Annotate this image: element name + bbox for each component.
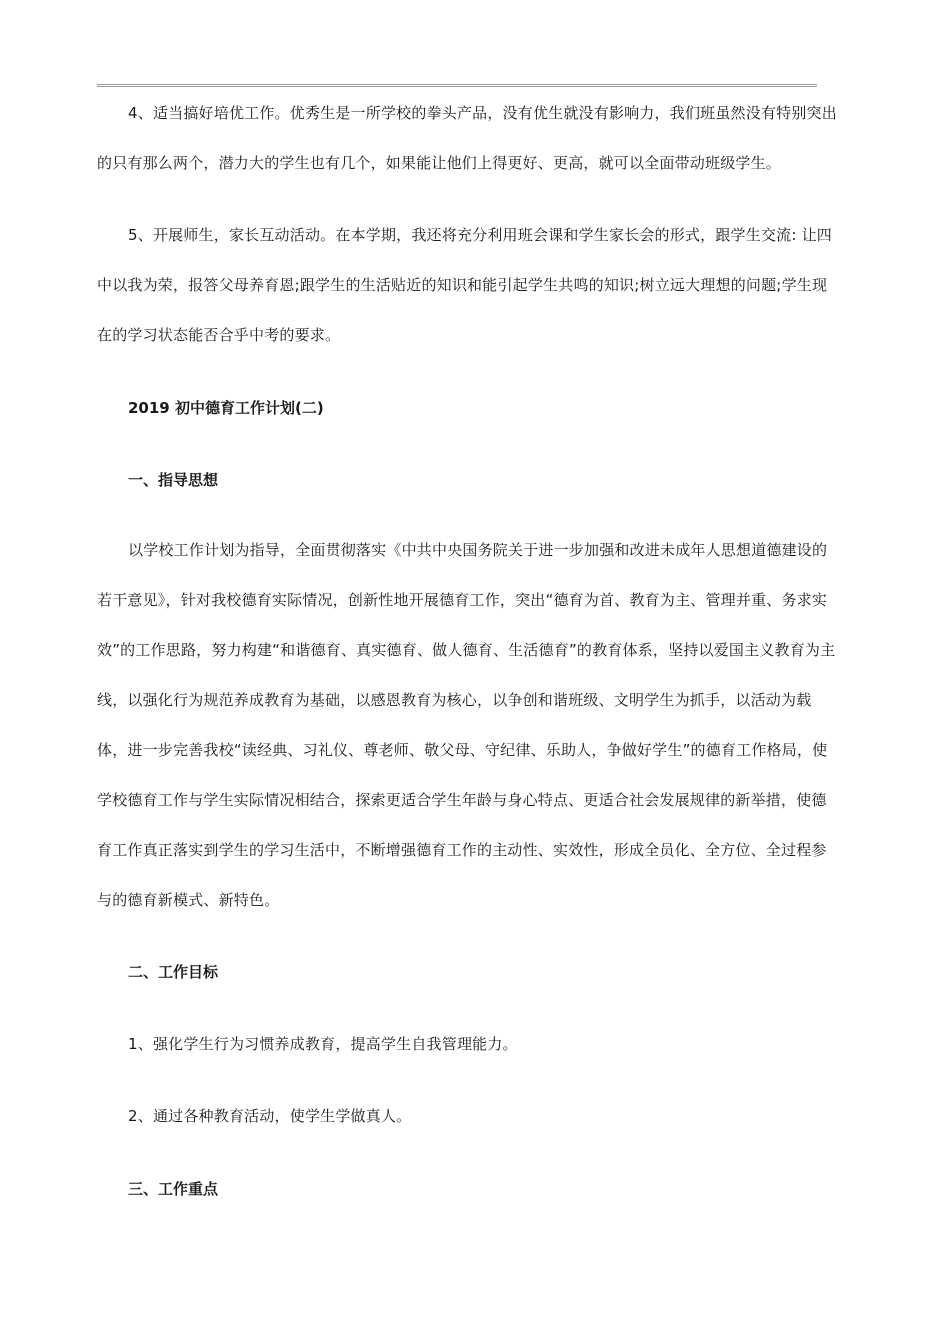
heading-guiding-thought: 一、指导思想 <box>128 471 219 489</box>
paragraph-item-5: 5、开展师生，家长互动活动。在本学期，我还将充分利用班会课和学生家长会的形式，跟学生交流: 让四中以我为荣，报答父母养育恩;跟学生的生活贴近的知识和能引起学生共鸣的知识;树立远大理想的问题;学生现在的学习状态能否合乎中考的要求。 <box>97 226 832 344</box>
header-rule <box>97 84 817 87</box>
paragraph-item-4: 4、适当搞好培优工作。优秀生是一所学校的拳头产品，没有优生就没有影响力，我们班虽然没有特别突出的只有那么两个，潜力大的学生也有几个，如果能让他们上得更好、更高，就可以全面带动班级学生。 <box>97 104 837 172</box>
section-title: 2019 初中德育工作计划(二) <box>128 399 324 417</box>
paragraph-guiding-thought: 以学校工作计划为指导，全面贯彻落实《中共中央国务院关于进一步加强和改进未成年人思想道德建设的若干意见》，针对我校德育实际情况，创新性地开展德育工作，突出“德育为首、教育为主、管理并重、务求实效”的工作思路，努力构建“和谐德育、真实德育、做人德育、生活德育”的教育体系，坚持以爱国主义教育为主线，以强化行为规范养成教育为基础，以感恩教育为核心，以争创和谐班级、文明学生为抓手，以活动为载体，进一步完善我校“读经典、习礼仪、尊老师、敬父母、守纪律、乐助人，争做好学生”的德育工作格局，使学校德育工作与学生实际情况相结合，探索更适合学生年龄与身心特点、更适合社会发展规律的新举措，使德育工作真正落实到学生的学习生活中，不断增强德育工作的主动性、实效性，形成全员化、全方位、全过程参与的德育新模式、新特色。 <box>97 541 836 909</box>
heading-work-goals: 二、工作目标 <box>128 963 219 981</box>
goal-item-1: 1、强化学生行为习惯养成教育，提高学生自我管理能力。 <box>128 1035 518 1053</box>
heading-work-focus: 三、工作重点 <box>128 1180 219 1198</box>
goal-item-2: 2、通过各种教育活动，使学生学做真人。 <box>128 1107 412 1125</box>
